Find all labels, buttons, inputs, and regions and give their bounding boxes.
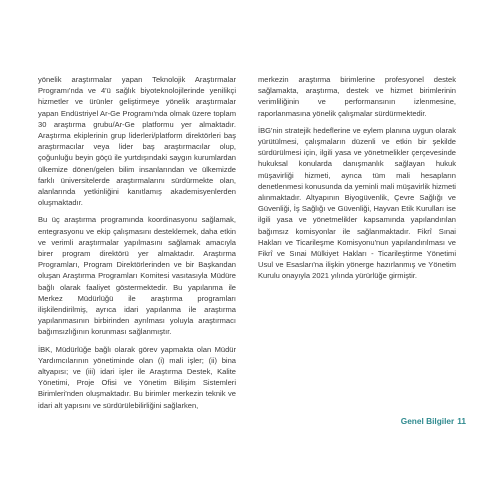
footer-section-title: Genel Bilgiler (400, 416, 455, 426)
paragraph: İBK, Müdürlüğe bağlı olarak görev yapmakta olan Müdür Yardımcılarının yönetiminde olan (i) mali işler; (ii) bina altyapısı; ve (iii) idari işler ile Araştırma Destek, Kalite Yönetimi, Proje Ofisi ve Yönetim Bilişim Sistemleri Birimleri'nden oluşmaktadır. Bu birimler merkezin teknik ve idari alt yapısını ve sürdürülebilirliğini sağlarken, (38, 344, 236, 410)
page-number: 11 (457, 416, 466, 426)
paragraph: Bu üç araştırma programında koordinasyonu sağlamak, entegrasyonu ve ekip çalışmasını desteklemek, daha etkin ve verimli araştırmalar yapılmasını sağlamak amacıyla birer program direktörü yer almaktadır. Araştırma Programları, Program Direktörlerinden ve bir Başkandan oluşan Araştırma Programları Komitesi vasıtasıyla Müdüre bağlı olarak faaliyet göstermektedir. Bu yapılanma ile Merkez Müdürlüğü ile araştırma programları ilişkilendirilmiş, ayrıca idari yapılanma ile araştırma yapılanmasının birbirinden ayrılması yoluyla araştırmacı bağımsızlığının korunması sağlanmıştır. (38, 215, 236, 337)
paragraph: merkezin araştırma birimlerine profesyonel destek sağlamakta, araştırma, destek ve hizmet birimlerinin verimliliğinin ve performansının izlenmesine, raporlanmasına yönelik çalışmalar sürdürmektedir. (258, 75, 456, 118)
paragraph: yönelik araştırmalar yapan Teknolojik Araştırmalar Programı'nda ve 4'ü sağlık biyoteknolojilerinde yenilikçi hizmetler ve ürünler geliştirmeye yönelik araştırmalar yapan Endüstriyel Ar-Ge Programı'nda olmak üzere toplam 30 araştırma grubu/Ar-Ge platformu yer almaktadır. Araştırma ekiplerinin grup liderleri/platform direktörleri baş araştırmacılar veya lider baş araştırmacılar olup, çoğunluğu beyin göçü ile yurtdışındaki saygın kurumlardan ülkemize dönen/gelen bilim insanlarından ve ülkemizde farklı üniversitelerde araştırmalarını sürdürmekte olan, alanlarında yetkinliğini kanıtlamış akademisyenlerden oluşmaktadır. (38, 75, 236, 208)
right-column (258, 74, 456, 288)
left-column (38, 74, 236, 417)
paragraph: İBG'nin stratejik hedeflerine ve eylem planına uygun olarak yürütülmesi, çalışmaların düzenli ve etkin bir şekilde sürdürülmesi için, ilgili yasa ve yönetmelikler çerçevesinde hukuksal konularda danışmanlık sağlayan hukuk müşavirliği hizmeti, ayrıca tüm mali hesapların denetlenmesi konusunda da yeminli mali müşavirlik hizmeti alınmaktadır. Altyapının Biyogüvenlik, Çevre Sağlığı ve Güvenliği, İş Sağlığı ve Güvenliği, Hayvan Etik Kurulları ise ilgili yasa ve yönetmelikler kapsamında yapılandırılan bağımsız komisyonlar ile sağlanmaktadır. Fikrî Sınai Hakları ve Ticarileşme Komisyonu'nun yapılandırılması ve Fikrî ve Sınai Mülkiyet Hakları - Ticarileştirme Yönetimi Usul ve Esasları'na ilişkin yönerge hazırlanmış ve Yönetim Kurulu onayıyla 2021 yılında yürürlüğe girmiştir. (258, 125, 456, 281)
page-footer (364, 416, 466, 426)
